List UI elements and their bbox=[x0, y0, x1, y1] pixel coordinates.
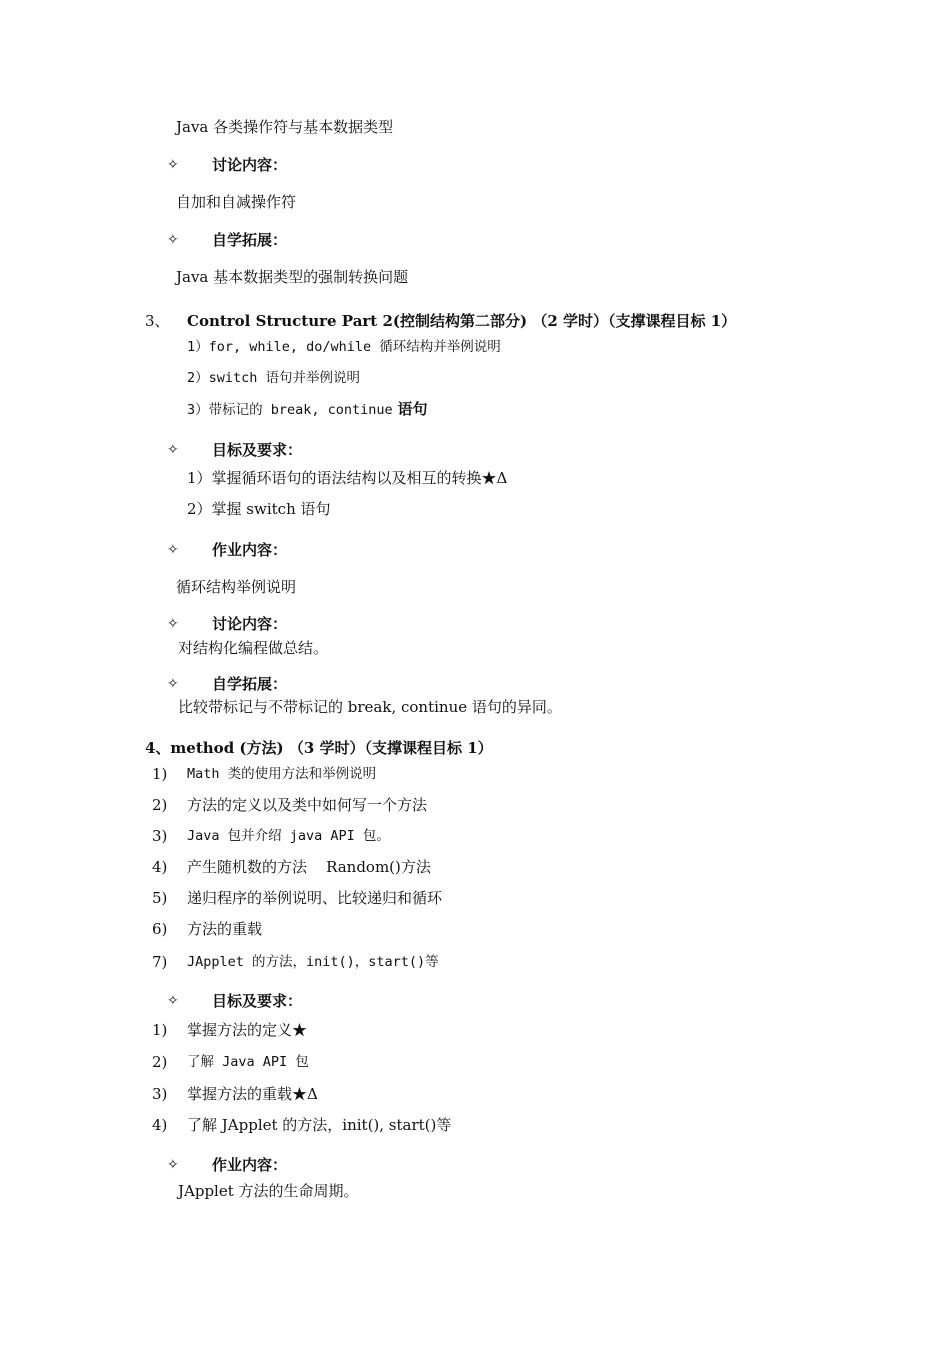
discussion-heading: 讨论内容： bbox=[212, 156, 288, 174]
homework-heading: 作业内容： bbox=[212, 1156, 288, 1174]
discussion-text: 对结构化编程做总结。 bbox=[178, 639, 329, 657]
list-item: 递归程序的举例说明、比较递归和循环 bbox=[187, 889, 443, 907]
discussion-text: 自加和自减操作符 bbox=[176, 193, 297, 211]
list-item: 产生随机数的方法 Random()方法 bbox=[187, 858, 431, 876]
section-number: 3、 bbox=[145, 312, 170, 330]
diamond-bullet-icon: ✧ bbox=[167, 542, 179, 558]
item-number: 5) bbox=[152, 889, 168, 907]
item-number: 4) bbox=[152, 858, 168, 876]
list-item: Java 包并介绍 java API 包。 bbox=[187, 828, 390, 844]
item-number: 1) bbox=[152, 765, 168, 783]
selfstudy-text: 比较带标记与不带标记的 break, continue 语句的异同。 bbox=[178, 698, 562, 716]
item-number: 7) bbox=[152, 953, 168, 971]
list-item-text: 3）带标记的 break, continue bbox=[187, 402, 393, 418]
goal-item: 掌握方法的定义★ bbox=[187, 1021, 308, 1039]
list-item: JApplet 的方法，init()，start()等 bbox=[187, 954, 439, 970]
diamond-bullet-icon: ✧ bbox=[167, 232, 179, 248]
list-item: 方法的定义以及类中如何写一个方法 bbox=[187, 796, 428, 814]
diamond-bullet-icon: ✧ bbox=[167, 442, 179, 458]
section-title: 4、method (方法) （3 学时）（支撑课程目标 1） bbox=[145, 739, 493, 757]
goals-heading: 目标及要求： bbox=[212, 441, 303, 459]
list-item: 2）switch 语句并举例说明 bbox=[187, 370, 361, 386]
item-number: 3) bbox=[152, 827, 168, 845]
list-item bbox=[187, 399, 427, 420]
item-number: 2) bbox=[152, 1053, 168, 1071]
goal-item: 掌握方法的重载★Δ bbox=[187, 1085, 318, 1103]
homework-heading: 作业内容： bbox=[212, 541, 288, 559]
goals-heading: 目标及要求： bbox=[212, 992, 303, 1010]
diamond-bullet-icon: ✧ bbox=[167, 1157, 179, 1173]
goal-item: 了解 Java API 包 bbox=[187, 1054, 309, 1070]
discussion-heading: 讨论内容： bbox=[212, 615, 288, 633]
diamond-bullet-icon: ✧ bbox=[167, 993, 179, 1009]
section-title: Control Structure Part 2(控制结构第二部分) （2 学时）（支撑课程目标 1） bbox=[187, 312, 737, 330]
goal-item: 了解 JApplet 的方法，init(), start()等 bbox=[187, 1116, 452, 1134]
selfstudy-text: Java 基本数据类型的强制转换问题 bbox=[176, 268, 409, 286]
diamond-bullet-icon: ✧ bbox=[167, 676, 179, 692]
goal-item: 2）掌握 switch 语句 bbox=[187, 500, 331, 518]
diamond-bullet-icon: ✧ bbox=[167, 616, 179, 632]
list-item: 1）for, while, do/while 循环结构并举例说明 bbox=[187, 339, 501, 355]
goal-item: 1）掌握循环语句的语法结构以及相互的转换★Δ bbox=[187, 469, 508, 487]
item-number: 2) bbox=[152, 796, 168, 814]
item-number: 3) bbox=[152, 1085, 168, 1103]
item-number: 1) bbox=[152, 1021, 168, 1039]
list-item-suffix: 语句 bbox=[397, 400, 428, 418]
list-item: Math 类的使用方法和举例说明 bbox=[187, 766, 377, 782]
item-number: 6) bbox=[152, 920, 168, 938]
homework-text: JApplet 方法的生命周期。 bbox=[178, 1182, 359, 1200]
list-item: 方法的重载 bbox=[187, 920, 263, 938]
topic-text: Java 各类操作符与基本数据类型 bbox=[176, 118, 394, 136]
item-number: 4) bbox=[152, 1116, 168, 1134]
diamond-bullet-icon: ✧ bbox=[167, 157, 179, 173]
selfstudy-heading: 自学拓展： bbox=[212, 231, 288, 249]
selfstudy-heading: 自学拓展： bbox=[212, 675, 288, 693]
homework-text: 循环结构举例说明 bbox=[176, 578, 297, 596]
